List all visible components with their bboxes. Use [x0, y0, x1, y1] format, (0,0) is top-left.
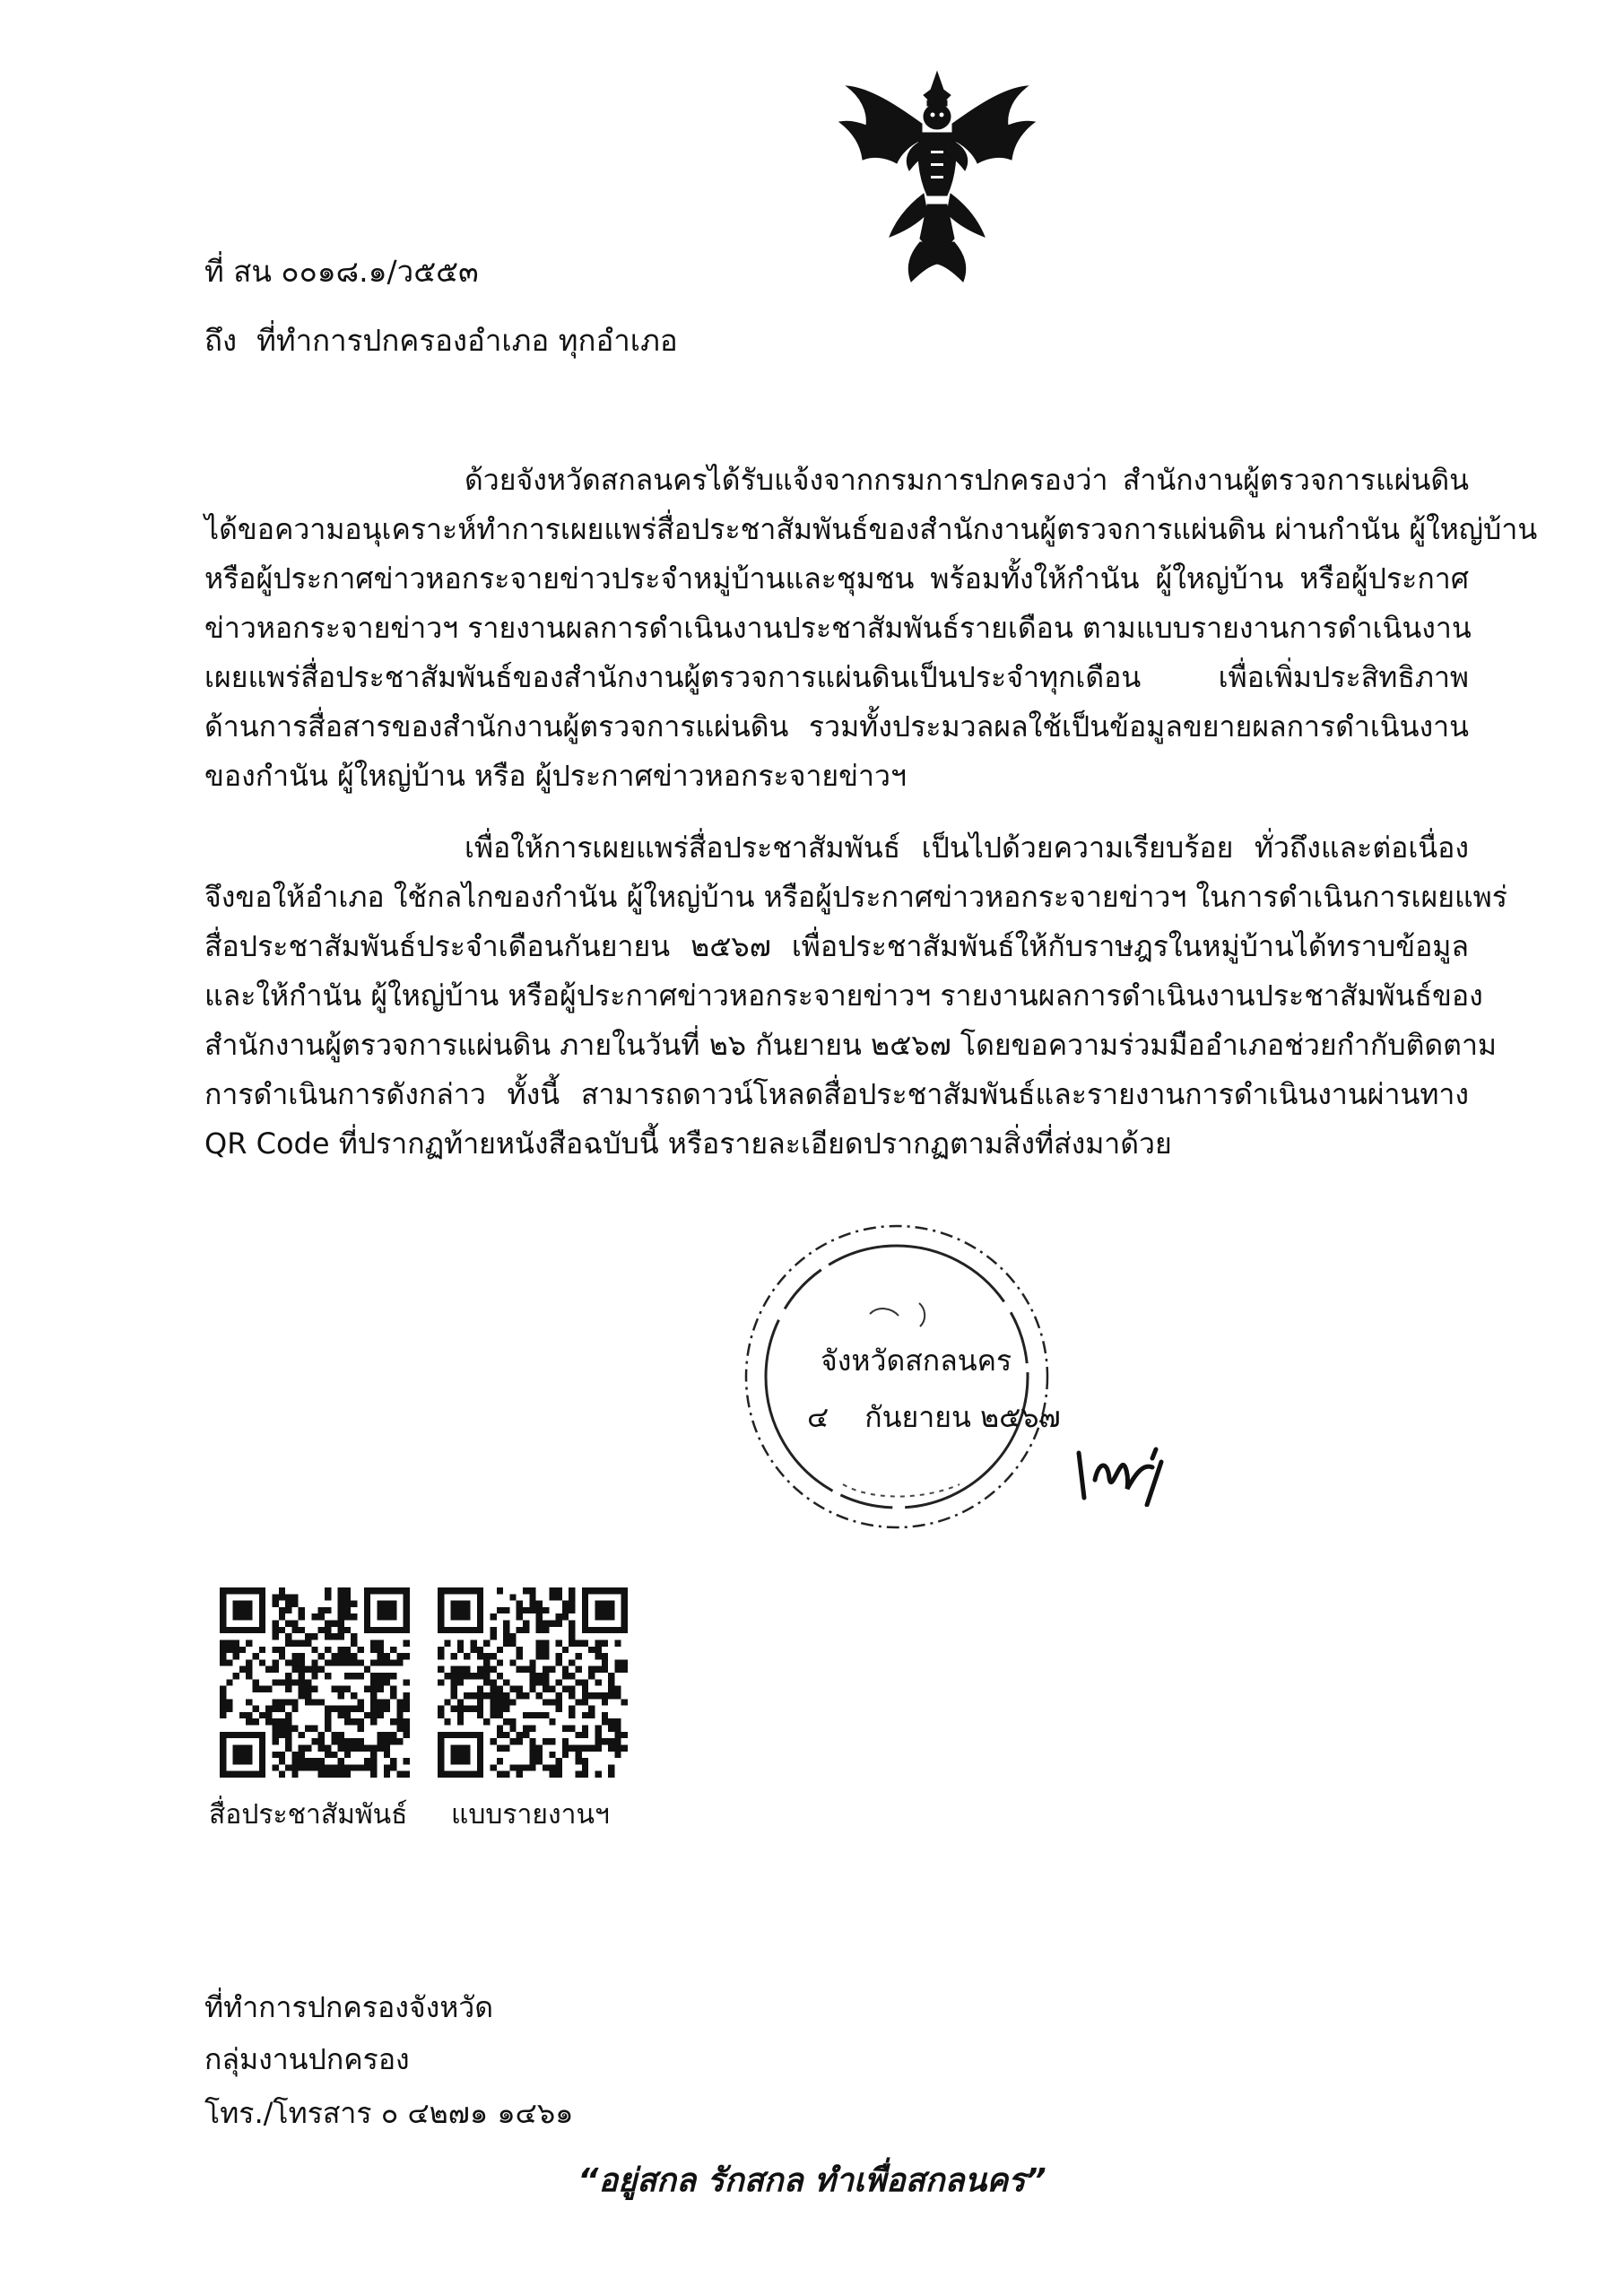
stamp-month-year: กันยายน ๒๕๖๗ [864, 1400, 1061, 1434]
paragraph-line: การดำเนินการดังกล่าว ทั้งนี้ สามารถดาวน์โหลดสื่อประชาสัมพันธ์และรายงานการดำเนินงานผ่านทาง [204, 1077, 1469, 1111]
recipient-line [204, 323, 678, 359]
body-paragraph-1 [204, 456, 1538, 801]
paragraph-line: ข่าวหอกระจายข่าวฯ รายงานผลการดำเนินงานประชาสัมพันธ์รายเดือน ตามแบบรายงานการดำเนินงาน [204, 611, 1472, 645]
reference-number: ที่ สน ๐๐๑๘.๑/ว๕๕๓ [204, 254, 479, 289]
paragraph-line: จึงขอให้อำเภอ ใช้กลไกของกำนัน ผู้ใหญ่บ้าน หรือผู้ประกาศข่าวหอกระจายข่าวฯ ในการดำเนินการเผยแพร่ [204, 880, 1507, 914]
paragraph-line: ได้ขอความอนุเคราะห์ทำการเผยแพร่สื่อประชาสัมพันธ์ของสำนักงานผู้ตรวจการแผ่นดิน ผ่านกำนัน ผู้ใหญ่บ้าน [204, 512, 1538, 546]
paragraph-line: ด้วยจังหวัดสกลนครได้รับแจ้งจากกรมการปกครองว่า สำนักงานผู้ตรวจการแผ่นดิน [465, 463, 1469, 497]
contact-group: กลุ่มงานปกครอง [204, 2042, 410, 2076]
paragraph-line: หรือผู้ประกาศข่าวหอกระจายข่าวประจำหมู่บ้านและชุมชน พร้อมทั้งให้กำนัน ผู้ใหญ่บ้าน หรือผู้ประกาศ [204, 561, 1469, 596]
contact-phone: โทร./โทรสาร ๐ ๔๒๗๑ ๑๔๖๑ [204, 2096, 574, 2130]
stamp-day: ๔ [807, 1400, 829, 1434]
qr-caption-report: แบบรายงานฯ [451, 1799, 610, 1831]
paragraph-line: สำนักงานผู้ตรวจการแผ่นดิน ภายในวันที่ ๒๖ กันยายน ๒๕๖๗ โดยขอความร่วมมืออำเภอช่วยกำกับติดตาม [204, 1028, 1498, 1062]
paragraph-line: เผยแพร่สื่อประชาสัมพันธ์ของสำนักงานผู้ตรวจการแผ่นดินเป็นประจำทุกเดือน เพื่อเพิ่มประสิทธิภาพ [204, 660, 1469, 694]
stamp-province: จังหวัดสกลนคร [821, 1344, 1012, 1378]
body-paragraph-2 [204, 823, 1507, 1169]
paragraph-line: QR Code ที่ปรากฏท้ายหนังสือฉบับนี้ หรือรายละเอียดปรากฏตามสิ่งที่ส่งมาด้วย [204, 1126, 1172, 1161]
handwritten-signature-icon [1072, 1435, 1170, 1507]
stamp-date [807, 1399, 1061, 1435]
provincial-motto: “อยู่สกล รักสกล ทำเพื่อสกลนคร” [578, 2162, 1046, 2199]
paragraph-line: ด้านการสื่อสารของสำนักงานผู้ตรวจการแผ่นดิน รวมทั้งประมวลผลใช้เป็นข้อมูลขยายผลการดำเนินงาน [204, 709, 1469, 744]
paragraph-line: ของกำนัน ผู้ใหญ่บ้าน หรือ ผู้ประกาศข่าวหอกระจายข่าวฯ [204, 759, 907, 793]
paragraph-line: เพื่อให้การเผยแพร่สื่อประชาสัมพันธ์ เป็นไปด้วยความเรียบร้อย ทั่วถึงและต่อเนื่อง [465, 831, 1469, 865]
qr-code-media[interactable] [220, 1587, 410, 1778]
recipient-label: ถึง [204, 323, 238, 358]
recipient-value: ที่ทำการปกครองอำเภอ ทุกอำเภอ [256, 323, 678, 358]
contact-office: ที่ทำการปกครองจังหวัด [204, 1990, 494, 2024]
paragraph-line: สื่อประชาสัมพันธ์ประจำเดือนกันยายน ๒๕๖๗ เพื่อประชาสัมพันธ์ให้กับราษฎรในหมู่บ้านได้ทราบข้อมูล [204, 929, 1469, 963]
garuda-emblem-icon [834, 70, 1040, 285]
qr-code-report[interactable] [438, 1587, 628, 1778]
paragraph-line: และให้กำนัน ผู้ใหญ่บ้าน หรือผู้ประกาศข่าวหอกระจายข่าวฯ รายงานผลการดำเนินงานประชาสัมพันธ์ของ [204, 978, 1483, 1013]
qr-caption-media: สื่อประชาสัมพันธ์ [209, 1799, 408, 1831]
